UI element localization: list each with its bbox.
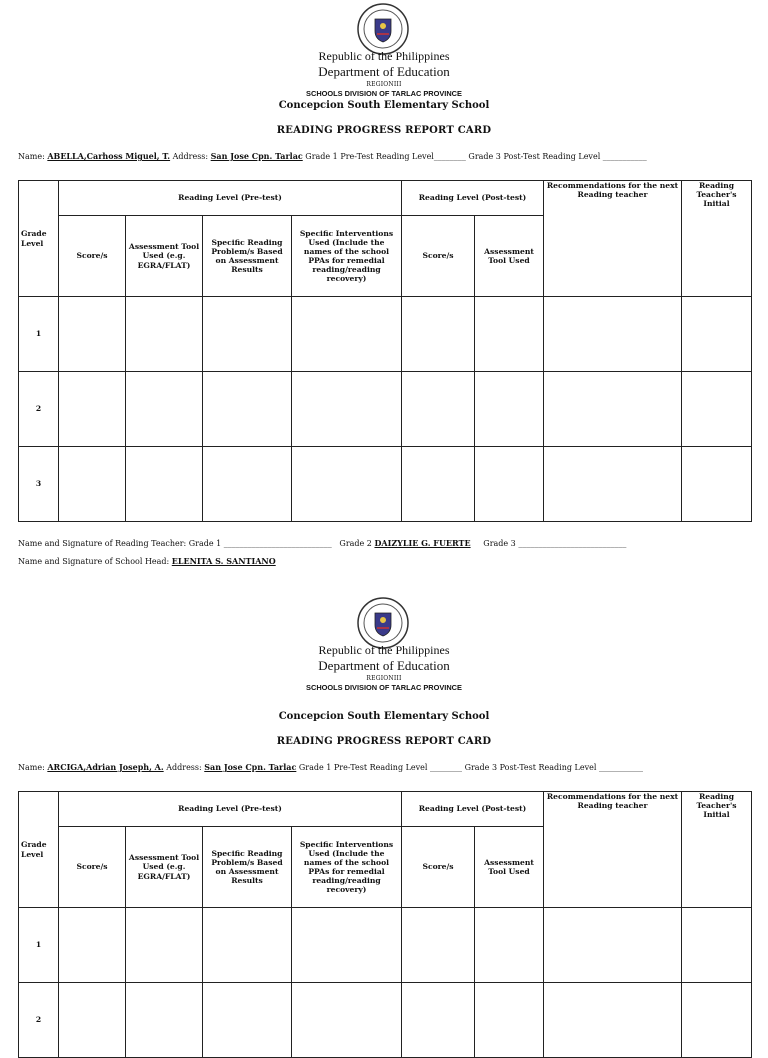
reading-progress-table	[18, 180, 752, 522]
reading-progress-table	[18, 791, 752, 1058]
student-name: ABELLA,Carhoss Miguel, T.	[47, 151, 171, 161]
grade-cell: 2	[19, 372, 59, 447]
initial-header: Reading Teacher's Initial	[682, 792, 752, 908]
teacher-signature-line: Name and Signature of Reading Teacher: Grade 1 ___________________________ Grade 2 DAIZYLIE G. FUERTE Grade 3 ___________________________	[18, 538, 627, 548]
deped-seal-icon	[356, 596, 410, 650]
problems-header: Specific Reading Problem/s Based on Assessment Results	[203, 216, 292, 297]
scores-post-header: Score/s	[402, 827, 475, 908]
school-name: Concepcion South Elementary School	[278, 711, 490, 722]
recommendations-header: Recommendations for the next Reading teacher	[544, 181, 682, 297]
student-info-line: Name: ABELLA,Carhoss Miguel, T. Address: San Jose Cpn. Tarlac Grade 1 Pre-Test Reading Level________ Grade 3 Post-Test Reading Level ___________	[18, 151, 647, 161]
tool-pre-header: Assessment Tool Used (e.g. EGRA/FLAT)	[126, 216, 203, 297]
department-text: Department of Education	[318, 658, 450, 673]
card-title: READING PROGRESS REPORT CARD	[276, 125, 492, 136]
school-head-line: Name and Signature of School Head: ELENITA S. SANTIANO	[18, 556, 276, 566]
grade-level-header: Grade Level	[19, 792, 59, 908]
student-address: San Jose Cpn. Tarlac	[204, 762, 297, 772]
grade-cell: 2	[19, 983, 59, 1058]
grade-level-header: Grade Level	[19, 181, 59, 297]
tool-post-header: Assessment Tool Used	[475, 827, 544, 908]
interventions-header: Specific Interventions Used (Include the names of the school PPAs for remedial reading/reading recovery)	[292, 216, 402, 297]
pre-test-header: Reading Level (Pre-test)	[59, 792, 402, 827]
table-row	[19, 297, 752, 372]
table-row	[19, 908, 752, 983]
republic-text: Republic of the Philippines	[318, 49, 450, 63]
student-address: San Jose Cpn. Tarlac	[210, 151, 303, 161]
division-text: SCHOOLS DIVISION OF TARLAC PROVINCE	[306, 683, 462, 692]
card-title: READING PROGRESS REPORT CARD	[276, 736, 492, 747]
republic-text: Republic of the Philippines	[318, 643, 450, 657]
grade-cell: 1	[19, 297, 59, 372]
table-row	[19, 447, 752, 522]
region-text: REGIONIII	[366, 675, 402, 682]
tool-post-header: Assessment Tool Used	[475, 216, 544, 297]
scores-header: Score/s	[59, 216, 126, 297]
interventions-header: Specific Interventions Used (Include the names of the school PPAs for remedial reading/reading recovery)	[292, 827, 402, 908]
grade-cell: 1	[19, 908, 59, 983]
tool-pre-header: Assessment Tool Used (e.g. EGRA/FLAT)	[126, 827, 203, 908]
post-test-header: Reading Level (Post-test)	[402, 181, 544, 216]
grade-cell: 3	[19, 447, 59, 522]
region-text: REGIONIII	[366, 81, 402, 88]
school-head-name: ELENITA S. SANTIANO	[171, 556, 276, 566]
school-name: Concepcion South Elementary School	[278, 100, 490, 111]
pre-test-header: Reading Level (Pre-test)	[59, 181, 402, 216]
department-text: Department of Education	[318, 64, 450, 79]
recommendations-header: Recommendations for the next Reading teacher	[544, 792, 682, 908]
initial-header: Reading Teacher's Initial	[682, 181, 752, 297]
scores-header: Score/s	[59, 827, 126, 908]
grade2-teacher: DAIZYLIE G. FUERTE	[374, 538, 471, 548]
table-row	[19, 372, 752, 447]
post-test-header: Reading Level (Post-test)	[402, 792, 544, 827]
problems-header: Specific Reading Problem/s Based on Assessment Results	[203, 827, 292, 908]
student-name: ARCIGA,Adrian Joseph, A.	[47, 762, 164, 772]
table-row	[19, 983, 752, 1058]
scores-post-header: Score/s	[402, 216, 475, 297]
student-info-line: Name: ARCIGA,Adrian Joseph, A. Address: San Jose Cpn. Tarlac Grade 1 Pre-Test Reading Level ________ Grade 3 Post-Test Reading Level ___________	[18, 762, 643, 772]
deped-seal-icon	[356, 2, 410, 56]
division-text: SCHOOLS DIVISION OF TARLAC PROVINCE	[306, 89, 462, 98]
